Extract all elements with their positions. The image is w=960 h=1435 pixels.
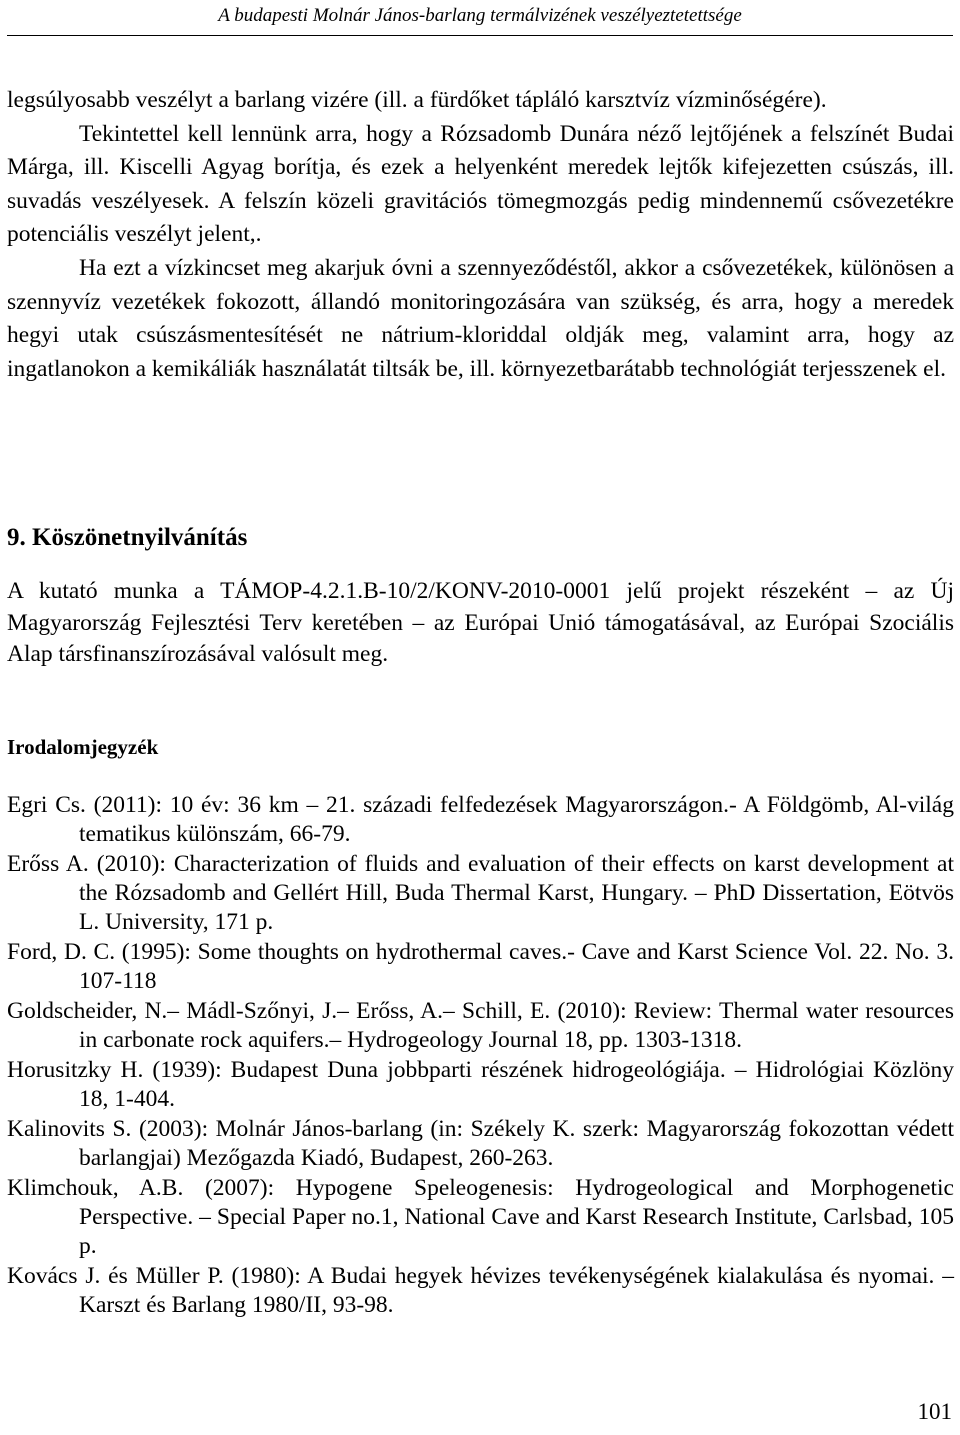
- acknowledgement-text: A kutató munka a TÁMOP-4.2.1.B-10/2/KONV-2010-0001 jelű projekt részeként – az Új Magyarország Fejlesztési Terv keretében – az Európai Unió támogatásával, az Európai Szociális Alap társfinanszírozásával valósult meg.: [7, 578, 954, 667]
- reference-item: Kalinovits S. (2003): Molnár János-barlang (in: Székely K. szerk: Magyarország fokozottan védett barlangjai) Mezőgazda Kiadó, Budapest, 260-263.: [7, 1116, 954, 1171]
- reference-item: Kovács J. és Müller P. (1980): A Budai hegyek hévizes tevékenységének kialakulása és nyomai. – Karszt és Barlang 1980/II, 93-98.: [7, 1263, 954, 1318]
- reference-item: Klimchouk, A.B. (2007): Hypogene Speleogenesis: Hydrogeological and Morphogenetic Perspective. – Special Paper no.1, National Cave and Karst Research Institute, Carlsbad, 105 p.: [7, 1175, 954, 1259]
- reference-item: Goldscheider, N.– Mádl-Szőnyi, J.– Erőss, A.– Schill, E. (2010): Review: Thermal water resources in carbonate rock aquifers.– Hydrogeology Journal 18, pp. 1303-1318.: [7, 998, 954, 1053]
- reference-item: Horusitzky H. (1939): Budapest Duna jobbparti részének hidrogeológiája. – Hidrológiai Közlöny 18, 1-404.: [7, 1057, 954, 1112]
- reference-item: Erőss A. (2010): Characterization of fluids and evaluation of their effects on karst development at the Rózsadomb and Gellért Hill, Buda Thermal Karst, Hungary. – PhD Dissertation, Eötvös L. University, 171 p.: [7, 851, 954, 935]
- running-title: A budapesti Molnár János-barlang termálvizének veszélyeztetettsége: [218, 5, 742, 26]
- references-list: [7, 791, 954, 1321]
- acknowledgement-heading: 9. Köszönetnyilvánítás: [7, 524, 248, 551]
- references-heading: Irodalomjegyzék: [7, 735, 159, 759]
- body-text: [7, 84, 954, 386]
- paragraph-slope-hazard: Tekintettel kell lennünk arra, hogy a Rózsadomb Dunára néző lejtőjének a felszínét Budai Márga, ill. Kiscelli Agyag borítja, és ezek a helyenként meredek lejtők kifejezetten csúszás, ill. suvadás veszélyesek. A felszín közeli gravitációs tömegmozgás pedig mindennemű csővezetékre potenciális veszélyt jelent,.: [7, 120, 954, 248]
- header-rule: [7, 35, 953, 36]
- reference-item: Ford, D. C. (1995): Some thoughts on hydrothermal caves.- Cave and Karst Science Vol. 22. No. 3. 107-118: [7, 939, 954, 994]
- page-number: 101: [917, 1399, 952, 1424]
- paragraph-continuation: legsúlyosabb veszélyt a barlang vizére (ill. a fürdőket tápláló karsztvíz vízminőségére).: [7, 87, 827, 113]
- reference-item: Egri Cs. (2011): 10 év: 36 km – 21. századi felfedezések Magyarországon.- A Földgömb, Al-világ tematikus különszám, 66-79.: [7, 792, 954, 847]
- paragraph-protection: Ha ezt a vízkincset meg akarjuk óvni a szennyeződéstől, akkor a csővezetékek, különösen a szennyvíz vezetékek fokozott, állandó monitoringozására van szükség, és arra, hogy a meredek hegyi utak csúszásmentesítését ne nátrium-kloriddal oldják meg, valamint arra, hogy az ingatlanokon a kemikáliák használatát tiltsák be, ill. környezetbarátabb technológiát terjesszenek el.: [7, 254, 954, 382]
